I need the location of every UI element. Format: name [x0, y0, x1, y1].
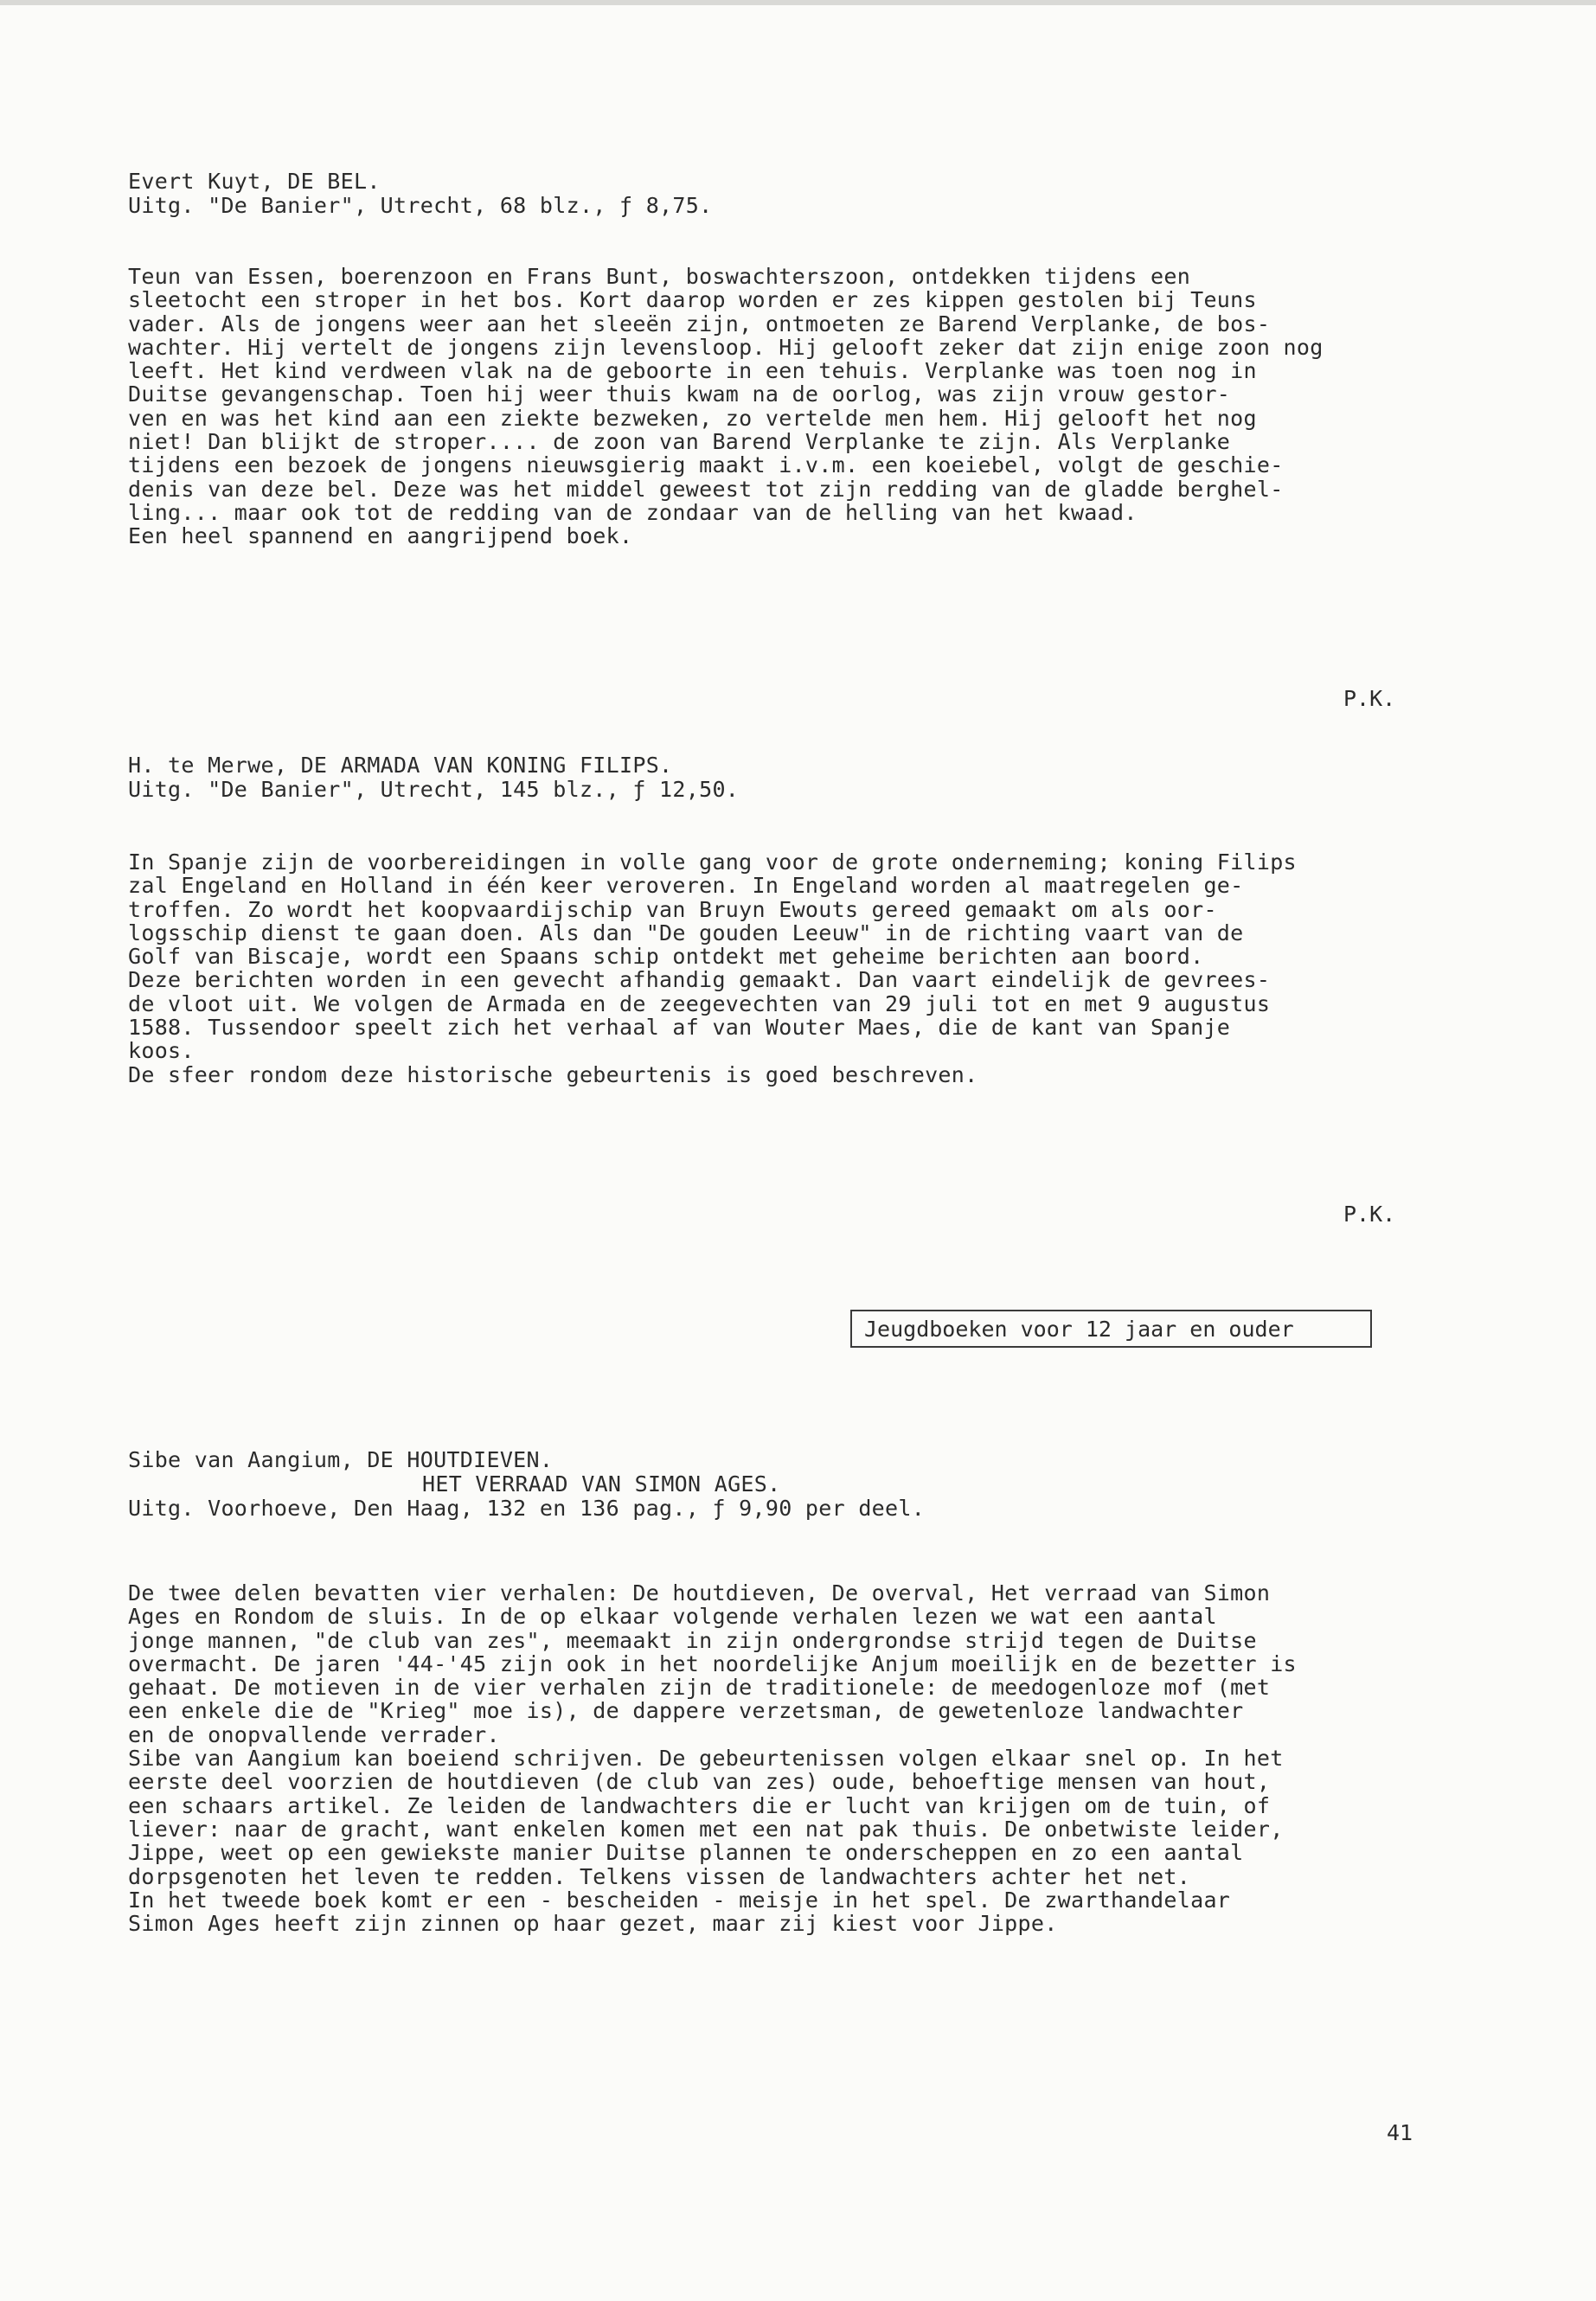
review-body-line: leeft. Het kind verdween vlak na de geboorte in een tehuis. Verplanke was toen nog in: [128, 358, 1257, 384]
review-body-line: Sibe van Aangium kan boeiend schrijven. De gebeurtenissen volgen elkaar snel op. In het: [128, 1746, 1284, 1772]
review-body-line: niet! Dan blijkt de stroper.... de zoon van Barend Verplanke te zijn. Als Verplanke: [128, 429, 1231, 455]
section-label-box: [850, 1310, 1372, 1348]
review-body-line: Een heel spannend en aangrijpend boek.: [128, 523, 633, 549]
page-edge: [0, 0, 1596, 5]
review-heading-line: Uitg. "De Banier", Utrecht, 145 blz., ƒ 12,50.: [128, 777, 740, 802]
review-body-line: Golf van Biscaje, wordt een Spaans schip ontdekt met geheime berichten aan boord.: [128, 944, 1204, 970]
review-body-line: sleetocht een stroper in het bos. Kort daarop worden er zes kippen gestolen bij Teuns: [128, 287, 1257, 313]
review-body-line: troffen. Zo wordt het koopvaardijschip van Bruyn Ewouts gereed gemaakt om als oor-: [128, 896, 1217, 922]
review-body-line: en de onopvallende verrader.: [128, 1721, 500, 1747]
review-body-line: logsschip dienst te gaan doen. Als dan "De gouden Leeuw" in de richting vaart van de: [128, 920, 1244, 945]
review-heading-line: H. te Merwe, DE ARMADA VAN KONING FILIPS.: [128, 753, 673, 778]
page-number: 41: [1387, 2120, 1413, 2145]
review-body-line: denis van deze bel. Deze was het middel geweest tot zijn redding van de gladde berghel-: [128, 476, 1284, 502]
review-body-line: In het tweede boek komt er een - bescheiden - meisje in het spel. De zwarthandelaar: [128, 1887, 1231, 1913]
review-1-signature: P.K.: [1343, 686, 1396, 711]
review-body-line: wachter. Hij vertelt de jongens zijn levensloop. Hij gelooft zeker dat zijn enige zoon nog: [128, 334, 1324, 360]
review-2-heading: [128, 753, 1426, 802]
review-body-line: Deze berichten worden in een gevecht afhandig gemaakt. Dan vaart eindelijk de gevrees-: [128, 967, 1271, 993]
review-1-heading: [128, 170, 1426, 218]
review-heading-line: Uitg. "De Banier", Utrecht, 68 blz., ƒ 8,75.: [128, 193, 713, 218]
review-1-body: [128, 265, 1426, 548]
review-heading-line: HET VERRAAD VAN SIMON AGES.: [422, 1471, 781, 1497]
review-body-line: De sfeer rondom deze historische gebeurtenis is goed beschreven.: [128, 1061, 978, 1087]
review-heading-line: Sibe van Aangium, DE HOUTDIEVEN.: [128, 1447, 554, 1472]
review-body-line: Teun van Essen, boerenzoon en Frans Bunt, boswachterszoon, ontdekken tijdens een: [128, 264, 1191, 289]
review-heading-line: Evert Kuyt, DE BEL.: [128, 169, 381, 194]
review-2-body: [128, 850, 1426, 1086]
review-body-line: Duitse gevangenschap. Toen hij weer thuis kwam na de oorlog, was zijn vrouw gestor-: [128, 381, 1231, 407]
review-body-line: koos.: [128, 1038, 195, 1064]
review-body-line: ling... maar ook tot de redding van de zondaar van de helling van het kwaad.: [128, 499, 1138, 525]
review-body-line: ven en was het kind aan een ziekte bezweken, zo vertelde men hem. Hij gelooft het nog: [128, 405, 1257, 431]
review-body-line: liever: naar de gracht, want enkelen komen met een nat pak thuis. De onbetwiste leider,: [128, 1816, 1284, 1842]
review-body-line: Jippe, weet op een gewiekste manier Duitse plannen te onderscheppen en zo een aantal: [128, 1840, 1244, 1866]
review-body-line: In Spanje zijn de voorbereidingen in volle gang voor de grote onderneming; koning Filips: [128, 849, 1297, 875]
review-body-line: de vloot uit. We volgen de Armada en de zeegevechten van 29 juli tot en met 9 augustus: [128, 990, 1271, 1016]
review-body-line: dorpsgenoten het leven te redden. Telkens vissen de landwachters achter het net.: [128, 1863, 1191, 1889]
review-body-line: 1588. Tussendoor speelt zich het verhaal af van Wouter Maes, die de kant van Spanje: [128, 1015, 1231, 1041]
review-body-line: overmacht. De jaren '44-'45 zijn ook in het noordelijke Anjum moeilijk en de bezetter is: [128, 1650, 1297, 1676]
review-heading-line: Uitg. Voorhoeve, Den Haag, 132 en 136 pag., ƒ 9,90 per deel.: [128, 1496, 926, 1521]
review-body-line: een schaars artikel. Ze leiden de landwachters die er lucht van krijgen om de tuin, of: [128, 1792, 1271, 1818]
review-2-signature: P.K.: [1343, 1202, 1396, 1227]
review-body-line: De twee delen bevatten vier verhalen: De houtdieven, De overval, Het verraad van Simon: [128, 1580, 1271, 1606]
review-body-line: Ages en Rondom de sluis. In de op elkaar volgende verhalen lezen we wat een aantal: [128, 1604, 1217, 1630]
review-body-line: vader. Als de jongens weer aan het sleeën zijn, ontmoeten ze Barend Verplanke, de bos-: [128, 311, 1271, 336]
review-body-line: eerste deel voorzien de houtdieven (de club van zes) oude, behoeftige mensen van hout,: [128, 1769, 1271, 1795]
review-body-line: een enkele die de "Krieg" moe is), de dappere verzetsman, de gewetenloze landwachter: [128, 1698, 1244, 1724]
review-body-line: zal Engeland en Holland in één keer veroveren. In Engeland worden al maatregelen ge-: [128, 873, 1244, 899]
review-body-line: gehaat. De motieven in de vier verhalen zijn de traditionele: de meedogenloze mof (met: [128, 1675, 1271, 1701]
review-3-body: [128, 1581, 1426, 1935]
review-3-heading: [128, 1448, 1426, 1521]
section-label: Jeugdboeken voor 12 jaar en ouder: [864, 1317, 1294, 1342]
review-body-line: jonge mannen, "de club van zes", meemaakt in zijn ondergrondse strijd tegen de Duitse: [128, 1627, 1257, 1653]
review-body-line: tijdens een bezoek de jongens nieuwsgierig maakt i.v.m. een koeiebel, volgt de geschie-: [128, 452, 1284, 478]
review-body-line: Simon Ages heeft zijn zinnen op haar gezet, maar zij kiest voor Jippe.: [128, 1911, 1058, 1937]
